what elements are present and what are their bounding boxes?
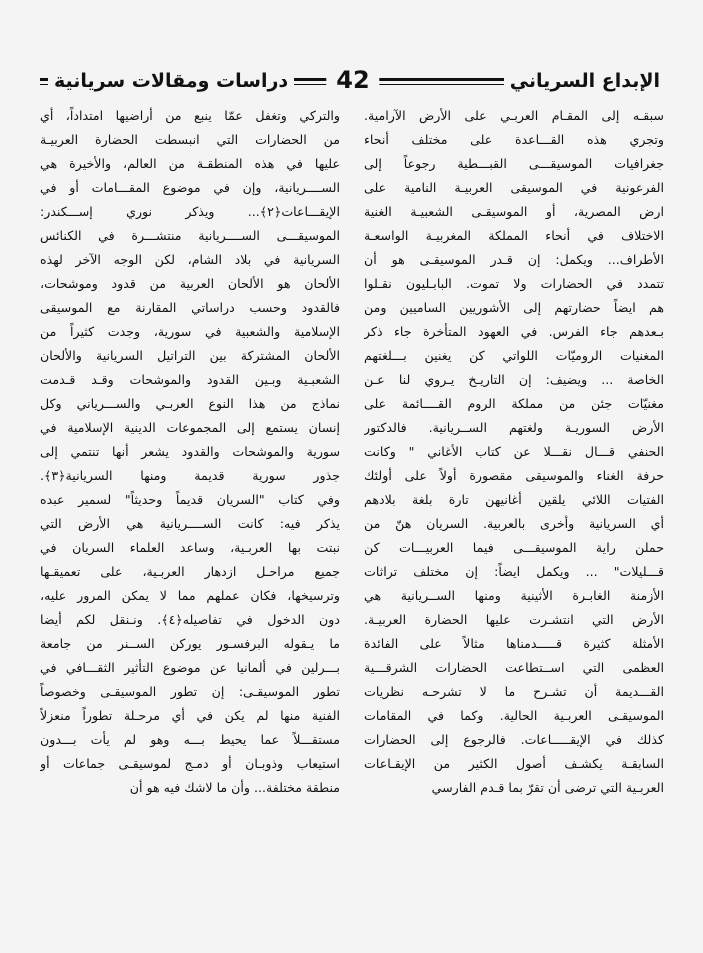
text-line: عليها في هذه المنطقـة من العالم، والأخيرة هي xyxy=(40,156,340,171)
text-line: الأزمنة الغابـرة الأثينية ومنها الســريانية هي xyxy=(364,588,664,603)
text-line: الفنية منها لم يكن في أي مرحـلة تطوراً منعزلاً xyxy=(40,708,340,723)
text-line: نبتت بها العربـية، وساعد العلماء السريان في xyxy=(40,540,340,555)
text-line: من الحضارات التي انبسطت الحضارة العربيـة xyxy=(40,132,340,147)
text-line: أي السريانية وأخرى بالعربية. السريان هنّ من xyxy=(364,516,664,531)
text-line: الألحان المشتركة بين التراتيل السريانية والألحان xyxy=(40,348,340,363)
page-header xyxy=(40,62,666,98)
text-line: تطور الموسيقـى: إن تطور الموسيقـى وخصوصاً xyxy=(40,684,340,699)
text-line: سورية والموشحات والقدود يشعر أنها تنتمي إلى xyxy=(40,444,340,459)
text-line: قـــليلات" ... ويكمل ايضاً: إن مختلف تراثات xyxy=(364,564,664,579)
text-line: الألحان هو الألحان العربية من قدود وموشحات، xyxy=(40,276,340,291)
text-line: المغنيات الروميّات اللواتي كن يغنين بـــلغتهم xyxy=(364,348,664,363)
text-line: الأطراف... ويكمل: إن قـدر الموسيقـى هو أن xyxy=(364,252,664,267)
text-line: العربـية التي ترضى أن تقرّ بما قـدم الفارسي xyxy=(431,780,664,795)
text-line: وترسيخها، فكان عملهم مما لا يمكن المرور عليه، xyxy=(40,588,340,603)
text-line: الإسلامية والشعبية في سورية، وجدت كثيراً من xyxy=(40,324,340,339)
right-column xyxy=(364,104,664,800)
text-line: حرفة الغناء والموسيقى مقصورة أولاً على أولئك xyxy=(364,468,664,483)
text-line: الموسيقـــى الســــريانية منتشـــرة في الكنائس xyxy=(40,228,340,243)
text-line: الشعبـية وبـين القدود والموشحات وقـد قـدمت xyxy=(40,372,340,387)
text-line: الأرض التي انتشـرت عليها الحضارة العربيـة. xyxy=(364,612,664,627)
text-line: جذور سورية قديمة ومنها السريانية﴿٣﴾. xyxy=(40,468,340,483)
text-line: الأرض السوريـة ولغتهم الســريانية. فالدكتور xyxy=(364,420,664,435)
text-line: حملن راية الموسيقـــى فيما العربيـــات كن xyxy=(364,540,664,555)
text-line: الأمثلة كثيرة قـــــدمناها مثالاً على الفائدة xyxy=(364,636,664,651)
text-line: القـــديمة أن تشـرح ما لا تشرحـه نظريات xyxy=(364,684,664,699)
text-line: هم ايضاً حضارتهم إلى الأشوريين الساميين ومن xyxy=(364,300,664,315)
text-line: بـــرلين في ألمانيا عن موضوع التأثير الثقـــافي في xyxy=(40,660,340,675)
text-line: الاختلاف في أنحاء المملكة المغربيـة الواسعـة xyxy=(364,228,664,243)
text-line: سبقـه إلى المقـام العربـي على الأرض الآرامية. xyxy=(364,108,664,123)
journal-title: الإبداع السرياني xyxy=(504,66,666,96)
text-line: نماذج من هذا النوع العربـي والســـرياني وكل xyxy=(40,396,340,411)
text-line: استيعاب وذوبـان أو دمـج لموسيقـى جماعات أو xyxy=(40,756,340,771)
section-title: دراسات ومقالات سريانية xyxy=(48,66,294,96)
text-line: الفرعونية في الموسيقى العربيـة النامية على xyxy=(364,180,664,195)
text-line: فالقدود وحسب دراساتي المقارنة مع الموسيقى xyxy=(40,300,340,315)
text-line: ما يـقوله البرفسـور يوركن الســنر من جامعة xyxy=(40,636,340,651)
text-line: بـعدهم جاء الفرس. في العهود المتأخرة جاء ذكر xyxy=(364,324,664,339)
text-line: السابقـة يكشـف أصول الكثير من الإيقـاعات xyxy=(364,756,664,771)
text-line: كذلك في الإيقـــــاعات. فالرجوع إلى الحضارات xyxy=(364,732,664,747)
text-line: منطقة مختلفة... وأن ما لاشك فيه هو أن xyxy=(129,780,340,795)
text-line: مستقـــلاً عما يحيط بـــه وهو لم يأت بـــدون xyxy=(40,732,340,747)
text-line: الخاصة ... ويضيف: إن التاريـخ يـروي لنا عـن xyxy=(364,372,664,387)
text-line: إنسان يستمع إلى المجموعات الدينية الإسلامية في xyxy=(40,420,340,435)
text-line: جميع مراحـل ازدهار العربـية، على تعميقـها xyxy=(40,564,340,579)
text-line: الســــريانية، وإن في موضوع المقـــامات أو في xyxy=(40,180,340,195)
text-line: السريانية في بلاد الشام، لكن الوجه الآخر لهذه xyxy=(40,252,340,267)
text-line: الموسيقـى العربـية الحالية. وكما في المقامات xyxy=(364,708,664,723)
text-line: الفتيات اللائي يلقين أغانيهن تارة بلغة بلادهم xyxy=(364,492,664,507)
text-line: دون الدخول في تفاصيله﴿٤﴾. ونـنقل لكم أيضا xyxy=(40,612,340,627)
text-line: وتجري هذه القـــاعدة على مختلف أنحاء xyxy=(364,132,664,147)
text-line: جغرافيات الموسيقـــى القبـــطية رجوعاً إلى xyxy=(364,156,664,171)
text-line: والتركي وتغفل عمّا ينبع من أراضيها امتداداً، أي xyxy=(40,108,340,123)
page-number: 42 xyxy=(326,64,379,96)
text-line: وفي كتاب "السريان قديماً وحديثاً" لسمير عبده xyxy=(40,492,340,507)
text-line: يذكر فيه: كانت الســــريانية هي الأرض التي xyxy=(40,516,340,531)
text-line: الإيقـــاعات﴿٢﴾... ويذكر نوري إســـكندر: xyxy=(40,204,340,219)
text-line: العظمى التي اســتطاعت الحضارات الشرقـــية xyxy=(364,660,664,675)
text-line: مغنيّات جئن من مملكة الروم القــــائمة على xyxy=(364,396,664,411)
text-line: تتمدد في الحضارات ولا تموت. البابـليون نقـلوا xyxy=(364,276,664,291)
text-line: الحنفي قـــال نقـــلا عن كتاب الأغاني " وكانت xyxy=(364,444,664,459)
left-column xyxy=(40,104,340,800)
text-line: ارض المصرية، أو الموسيقـى الشعبيـة الغنية xyxy=(364,204,664,219)
